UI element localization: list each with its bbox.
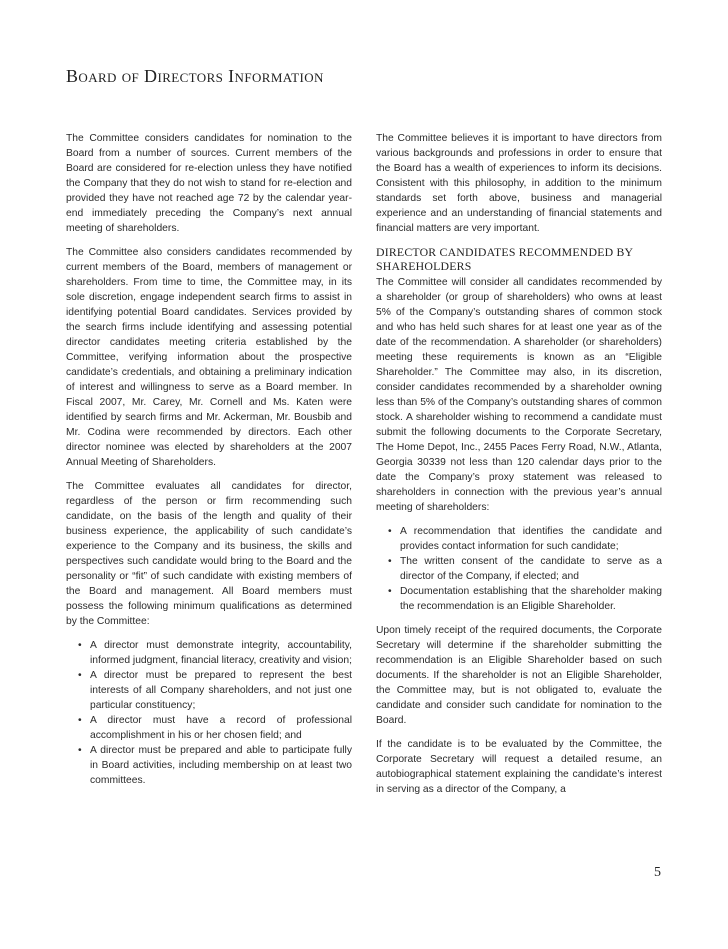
list-item-text: A director must have a record of professional accomplishment in his or her chosen field; and bbox=[90, 715, 352, 741]
list-item-text: A director must be prepared and able to participate fully in Board activities, including membership on at least two committees. bbox=[90, 745, 352, 786]
list-item bbox=[376, 584, 662, 614]
list-item-text: Documentation establishing that the shareholder making the recommendation is an Eligible Shareholder. bbox=[400, 586, 662, 612]
list-item bbox=[376, 554, 662, 584]
page-number: 5 bbox=[654, 865, 661, 880]
paragraph: The Committee also considers candidates recommended by current members of the Board, members of management or shareholders. From time to time, the Committee may, in its sole discretion, engage independent search firms to assist in identifying potential Board candidates. Services provided by the search firms include identifying and assessing potential director candidates meeting criteria established by the Committee, verifying information about the prospective candidate’s credentials, and obtaining a preliminary indication of interest and willingness to serve as a Board member. In Fiscal 2007, Mr. Carey, Mr. Cornell and Ms. Katen were identified by search firms and Mr. Ackerman, Mr. Bousbib and Mr. Codina were recommended by directors. Each other director nominee was elected by shareholders at the 2007 Annual Meeting of Shareholders. bbox=[66, 247, 352, 468]
bullet-icon: • bbox=[388, 556, 392, 567]
list-item-text: A director must be prepared to represent the best interests of all Company shareholders, and not just one particular constituency; bbox=[90, 670, 352, 711]
list-item bbox=[66, 638, 352, 668]
page-title: Board of Directors Information bbox=[66, 66, 324, 86]
bullet-icon: • bbox=[78, 670, 82, 681]
paragraph: The Committee will consider all candidates recommended by a shareholder (or group of shareholders) who owns at least 5% of the Company’s outstanding shares of common stock and who has held such shares for at least one year as of the date of the recommendation. A shareholder (or shareholders) meeting these requirements is known as an “Eligible Shareholder.” The Committee may also, in its discretion, consider candidates recommended by a shareholder owning less than 5% of the Company’s outstanding shares of common stock. A shareholder wishing to recommend a candidate must submit the following documents to the Corporate Secretary, The Home Depot, Inc., 2455 Paces Ferry Road, N.W., Atlanta, Georgia 30339 not less than 120 calendar days prior to the date the Company’s proxy statement was released to shareholders in connection with the previous year’s annual meeting of shareholders: bbox=[376, 277, 662, 513]
bullet-icon: • bbox=[78, 715, 82, 726]
left-column bbox=[66, 131, 352, 797]
bullet-icon: • bbox=[388, 586, 392, 597]
paragraph: The Committee believes it is important to have directors from various backgrounds and professions in order to ensure that the Board has a wealth of experiences to inform its decisions. Consistent with this philosophy, in addition to the minimum standards set forth above, business and managerial experience and an understanding of financial statements and financial matters are very important. bbox=[376, 133, 662, 234]
section-heading: DIRECTOR CANDIDATES RECOMMENDED BY SHAREHOLDERS bbox=[376, 245, 633, 273]
list-item bbox=[66, 743, 352, 788]
list-item-text: A recommendation that identifies the candidate and provides contact information for such candidate; bbox=[400, 526, 662, 552]
bullet-icon: • bbox=[388, 526, 392, 537]
qualifications-list bbox=[66, 638, 352, 788]
list-item-text: The written consent of the candidate to serve as a director of the Company, if elected; and bbox=[400, 556, 662, 582]
documents-list bbox=[376, 524, 662, 614]
paragraph: The Committee considers candidates for nomination to the Board from a number of sources. Current members of the Board are considered for re-election unless they have notified the Company that they do not wish to stand for re-election and provided they have not reached age 72 by the calendar year-end immediately preceding the Company’s next annual meeting of shareholders. bbox=[66, 133, 352, 234]
bullet-icon: • bbox=[78, 745, 82, 756]
paragraph: The Committee evaluates all candidates for director, regardless of the person or firm recommending such candidate, on the basis of the length and quality of their business experience, the applicability of such candidate’s experience to the Company and its business, the skills and perspectives such candidate would bring to the Board and the personality or “fit” of such candidate with existing members of the Board and management. All Board members must possess the following minimum qualifications as determined by the Committee: bbox=[66, 481, 352, 627]
list-item-text: A director must demonstrate integrity, accountability, informed judgment, financial literacy, creativity and vision; bbox=[90, 640, 352, 666]
bullet-icon: • bbox=[78, 640, 82, 651]
paragraph: If the candidate is to be evaluated by the Committee, the Corporate Secretary will request a detailed resume, an autobiographical statement explaining the candidate’s interest in serving as a director of the Company, a bbox=[376, 739, 662, 795]
list-item bbox=[66, 713, 352, 743]
list-item bbox=[376, 524, 662, 554]
list-item bbox=[66, 668, 352, 713]
paragraph: Upon timely receipt of the required documents, the Corporate Secretary will determine if the shareholder submitting the recommendation is an Eligible Shareholder based on such documents. If the shareholder is not an Eligible Shareholder, the Committee may, but is not obligated to, evaluate the candidate and consider such candidate for nomination to the Board. bbox=[376, 625, 662, 726]
right-column bbox=[376, 131, 662, 806]
